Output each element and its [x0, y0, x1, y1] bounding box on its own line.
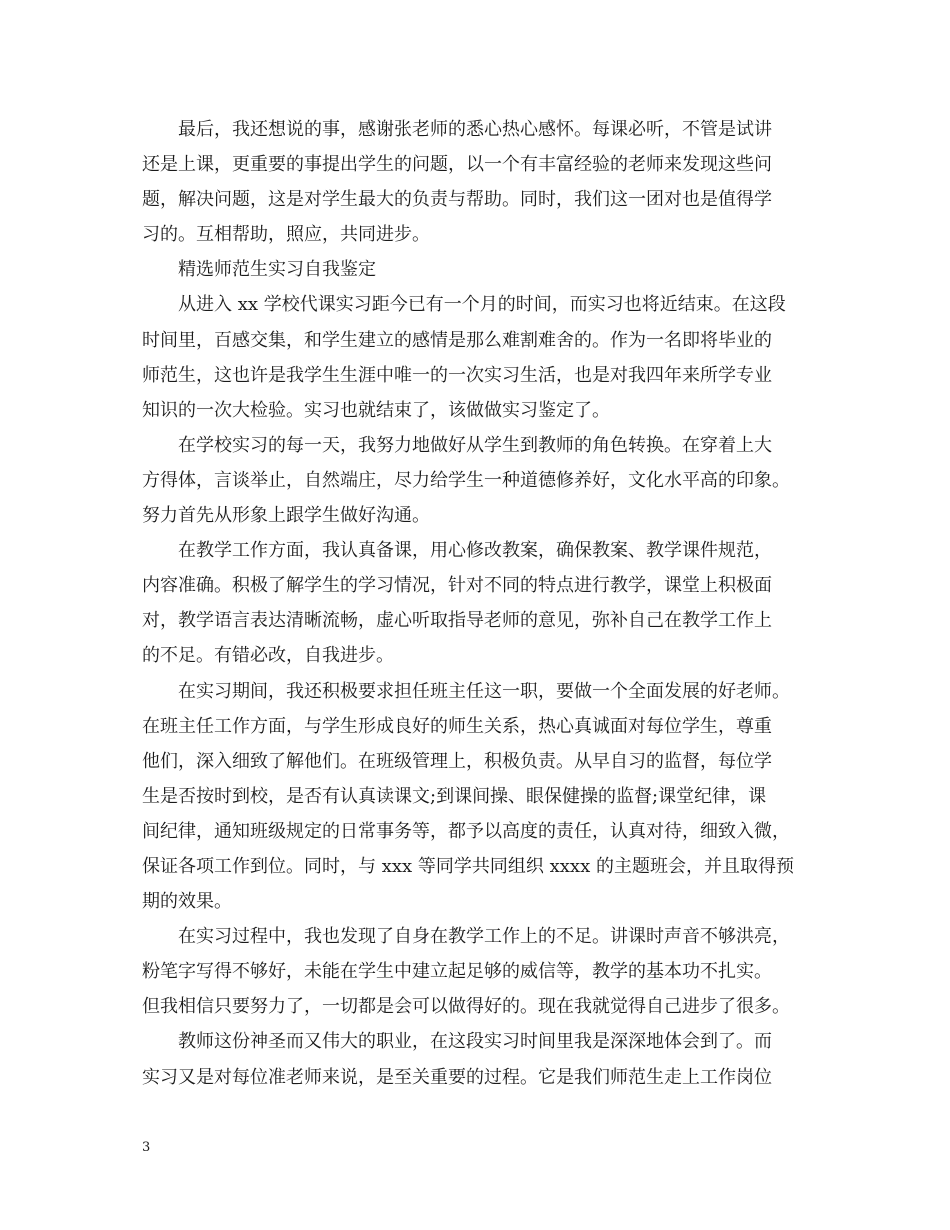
text-line: 间纪律，通知班级规定的日常事务等，都予以高度的责任，认真对待，细致入微，: [142, 820, 790, 842]
text-line: 方得体，言谈举止，自然端庄，尽力给学生一种道德修养好，文化水平高的印象。: [142, 469, 790, 491]
text-line: 在教学工作方面，我认真备课，用心修改教案，确保教案、教学课件规范，: [178, 540, 772, 562]
text-line: 还是上课，更重要的事提出学生的问题，以一个有丰富经验的老师来发现这些问: [142, 154, 772, 176]
text-line: 在实习过程中，我也发现了自身在教学工作上的不足。讲课时声音不够洪亮，: [178, 926, 790, 948]
text-line: 实习又是对每位准老师来说，是至关重要的过程。它是我们师范生走上工作岗位: [142, 1066, 772, 1088]
text-line: 内容准确。积极了解学生的学习情况，针对不同的特点进行教学，课堂上积极面: [142, 575, 772, 597]
text-line: 生是否按时到校，是否有认真读课文;到课间操、眼保健操的监督;课堂纪律，课: [142, 785, 767, 807]
text-line: 师范生，这也许是我学生生涯中唯一的一次实习生活，也是对我四年来所学专业: [142, 364, 772, 386]
document-body: [142, 112, 822, 1095]
text-line: 的不足。有错必改，自我进步。: [142, 645, 394, 667]
text-line: 对，教学语言表达清晰流畅，虚心听取指导老师的意见，弥补自己在教学工作上: [142, 610, 772, 632]
text-line: 在学校实习的每一天，我努力地做好从学生到教师的角色转换。在穿着上大: [178, 434, 772, 456]
text-line: 习的。互相帮助，照应，共同进步。: [142, 224, 430, 246]
text-line: 粉笔字写得不够好，未能在学生中建立起足够的威信等，教学的基本功不扎实。: [142, 961, 772, 983]
text-line: 在实习期间，我还积极要求担任班主任这一职，要做一个全面发展的好老师。: [178, 680, 790, 702]
text-line: 从进入 xx 学校代课实习距今已有一个月的时间，而实习也将近结束。在这段: [178, 294, 786, 316]
text-line: 在班主任工作方面，与学生形成良好的师生关系，热心真诚面对每位学生，尊重: [142, 715, 772, 737]
section-heading: 精选师范生实习自我鉴定: [178, 259, 376, 281]
text-line: 最后，我还想说的事，感谢张老师的悉心热心感怀。每课必听，不管是试讲: [178, 119, 772, 140]
text-line: 但我相信只要努力了，一切都是会可以做得好的。现在我就觉得自己进步了很多。: [142, 996, 790, 1018]
text-line: 他们，深入细致了解他们。在班级管理上，积极负责。从早自习的监督，每位学: [142, 750, 772, 772]
text-line: 保证各项工作到位。同时，与 xxx 等同学共同组织 xxxx 的主题班会，并且取得预: [142, 855, 794, 877]
text-line: 教师这份神圣而又伟大的职业，在这段实习时间里我是深深地体会到了。而: [178, 1031, 772, 1053]
text-line: 题，解决问题，这是对学生最大的负责与帮助。同时，我们这一团对也是值得学: [142, 189, 772, 211]
text-line: 时间里，百感交集，和学生建立的感情是那么难割难舍的。作为一名即将毕业的: [142, 329, 772, 351]
text-line: 努力首先从形象上跟学生做好沟通。: [142, 505, 430, 527]
text-line: 知识的一次大检验。实习也就结束了，该做做实习鉴定了。: [142, 399, 610, 421]
page-number: 3: [142, 1140, 151, 1155]
text-line: 期的效果。: [142, 891, 232, 913]
